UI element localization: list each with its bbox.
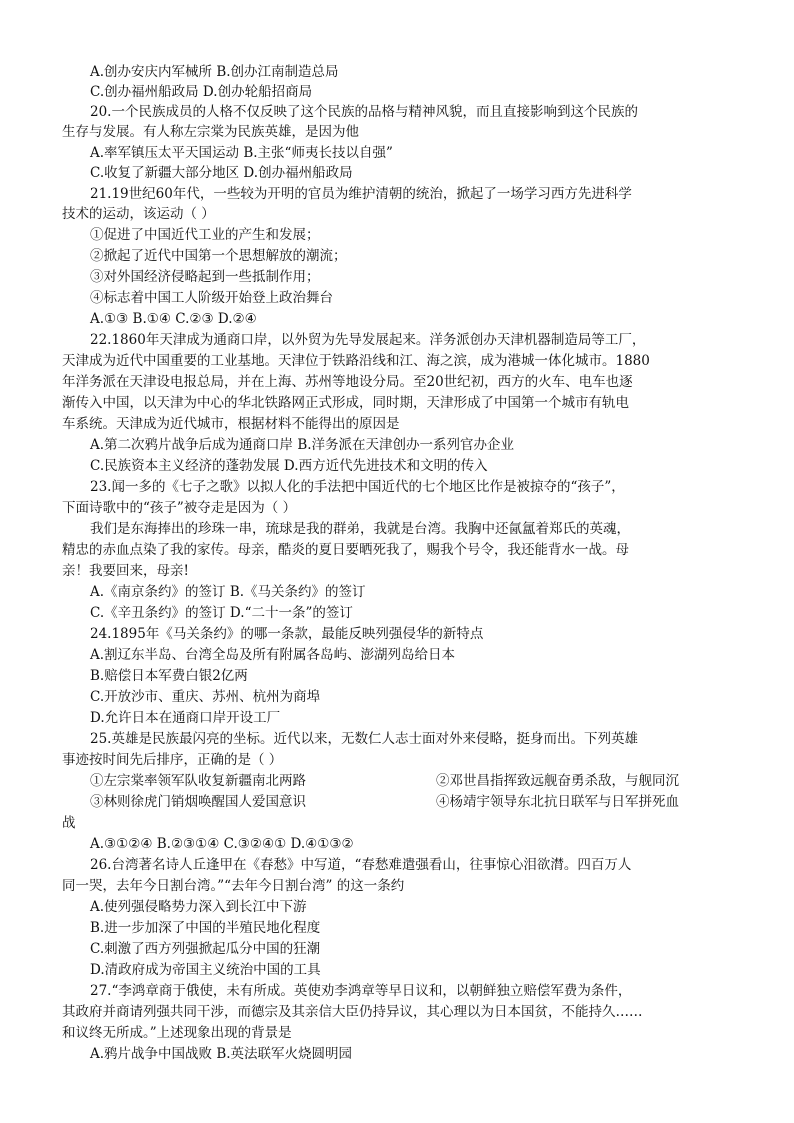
q23-poem-line2: 精忠的赤血点染了我的家传。母亲，酷炎的夏日要晒死我了，赐我个号令，我还能背水一战。母 xyxy=(62,542,629,558)
q24-option-d: D.允许日本在通商口岸开设工厂 xyxy=(90,710,281,726)
q20-options-ab: A.率军镇压太平天国运动 B.主张“师夷长技以自强” xyxy=(90,145,393,161)
q27-options-ab: A.鸦片战争中国战败 B.英法联军火烧圆明园 xyxy=(90,1046,353,1062)
q25-item-4-continued: 战 xyxy=(62,815,76,831)
q22-stem-line4: 渐传入中国，以天津为中心的华北铁路网正式形成，同时期，天津形成了中国第一个城市有轨电 xyxy=(62,395,629,411)
q23-stem-line1: 23.闻一多的《七子之歌》以拟人化的手法把中国近代的七个地区比作是被掠夺的“孩子”， xyxy=(90,479,625,495)
q25-options: A.③①②④ B.②③①④ C.③②④① D.④①③② xyxy=(90,836,354,852)
q19-options-ab: A.创办安庆内军械所 B.创办江南制造总局 xyxy=(90,64,339,80)
q26-stem-line2: 同一哭，去年今日割台湾。”“去年今日割台湾” 的这一条约 xyxy=(62,878,405,894)
q26-option-b: B.进一步加深了中国的半殖民地化程度 xyxy=(90,920,321,936)
q23-options-cd: C.《辛丑条约》的签订 D.“二十一条”的签订 xyxy=(90,605,353,621)
q23-poem-line3: 亲！我要回来，母亲! xyxy=(62,563,189,579)
q25-item-2: ②邓世昌指挥致远舰奋勇杀敌，与舰同沉 xyxy=(436,773,679,789)
q24-stem: 24.1895年《马关条约》的哪一条款，最能反映列强侵华的新特点 xyxy=(90,626,484,642)
q20-stem-line1: 20.一个民族成员的人格不仅反映了这个民族的品格与精神风貌，而且直接影响到这个民族的 xyxy=(90,104,638,120)
q23-poem-line1: 我们是东海捧出的珍珠一串，琉球是我的群弟，我就是台湾。我胸中还氤氲着郑氏的英魂， xyxy=(90,521,630,537)
q21-stem-line1: 21.19世纪60年代，一些较为开明的官员为维护清朝的统治，掀起了一场学习西方先进科学 xyxy=(90,186,632,202)
q25-item-1: ①左宗棠率领军队收复新疆南北两路 xyxy=(90,773,306,789)
q22-stem-line2: 天津成为近代中国重要的工业基地。天津位于铁路沿线和江、海之滨，成为港城一体化城市。1880 xyxy=(62,353,650,369)
q22-stem-line1: 22.1860年天津成为通商口岸，以外贸为先导发展起来。洋务派创办天津机器制造局等工厂， xyxy=(90,332,646,348)
q25-stem-line2: 事迹按时间先后排序，正确的是（ ） xyxy=(62,752,283,768)
q21-item-1: ①促进了中国近代工业的产生和发展； xyxy=(90,227,320,243)
q27-stem-line3: 和议终无所成。”上述现象出现的背景是 xyxy=(62,1025,292,1041)
q21-item-2: ②掀起了近代中国第一个思想解放的潮流； xyxy=(90,248,347,264)
q26-option-a: A.使列强侵略势力深入到长江中下游 xyxy=(90,899,307,915)
q22-options-cd: C.民族资本主义经济的蓬勃发展 D.西方近代先进技术和文明的传入 xyxy=(90,458,488,474)
q22-options-ab: A.第二次鸦片战争后成为通商口岸 B.洋务派在天津创办一系列官办企业 xyxy=(90,437,515,453)
q24-option-a: A.割辽东半岛、台湾全岛及所有附属各岛屿、澎湖列岛给日本 xyxy=(90,647,456,663)
q21-item-3: ③对外国经济侵略起到一些抵制作用； xyxy=(90,269,320,285)
q24-option-b: B.赔偿日本军费白银2亿两 xyxy=(90,668,248,684)
q25-stem-line1: 25.英雄是民族最闪亮的坐标。近代以来，无数仁人志士面对外来侵略，挺身而出。下列英雄 xyxy=(90,731,638,747)
q20-options-cd: C.收复了新疆大部分地区 D.创办福州船政局 xyxy=(90,165,353,181)
q21-stem-line2: 技术的运动，该运动（ ） xyxy=(62,206,215,222)
q26-option-d: D.清政府成为帝国主义统治中国的工具 xyxy=(90,962,321,978)
q23-options-ab: A.《南京条约》的签订 B.《马关条约》的签订 xyxy=(90,584,366,600)
q26-stem-line1: 26.台湾著名诗人丘逢甲在《春愁》中写道，“春愁难遣强看山，往事惊心泪欲潸。四百万人 xyxy=(90,857,632,873)
q26-option-c: C.刺激了西方列强掀起瓜分中国的狂潮 xyxy=(90,941,321,957)
q22-stem-line3: 年洋务派在天津设电报总局，并在上海、苏州等地设分局。至20世纪初，西方的火车、电车也逐 xyxy=(62,374,633,390)
q19-options-cd: C.创办福州船政局 D.创办轮船招商局 xyxy=(90,84,313,100)
q21-options: A.①③ B.①④ C.②③ D.②④ xyxy=(90,311,257,327)
q20-stem-line2: 生存与发展。有人称左宗棠为民族英雄，是因为他 xyxy=(62,124,359,140)
q24-option-c: C.开放沙市、重庆、苏州、杭州为商埠 xyxy=(90,689,321,705)
q23-stem-line2: 下面诗歌中的“孩子”被夺走是因为（ ） xyxy=(62,500,297,516)
q25-item-4: ④杨靖宇领导东北抗日联军与日军拼死血 xyxy=(436,794,679,810)
q27-stem-line1: 27.“李鸿章商于俄使，未有所成。英使劝李鸿章等早日议和，以朝鲜独立赔偿军费为条件， xyxy=(90,983,632,999)
q27-stem-line2: 其政府并商请列强共同干涉，而德宗及其亲信大臣仍持异议，其心理以为日本国贫，不能持久…… xyxy=(62,1004,643,1020)
q22-stem-line5: 车系统。天津成为近代城市，根据材料不能得出的原因是 xyxy=(62,416,400,432)
q21-item-4: ④标志着中国工人阶级开始登上政治舞台 xyxy=(90,290,333,306)
q25-item-3: ③林则徐虎门销烟唤醒国人爱国意识 xyxy=(90,794,306,810)
